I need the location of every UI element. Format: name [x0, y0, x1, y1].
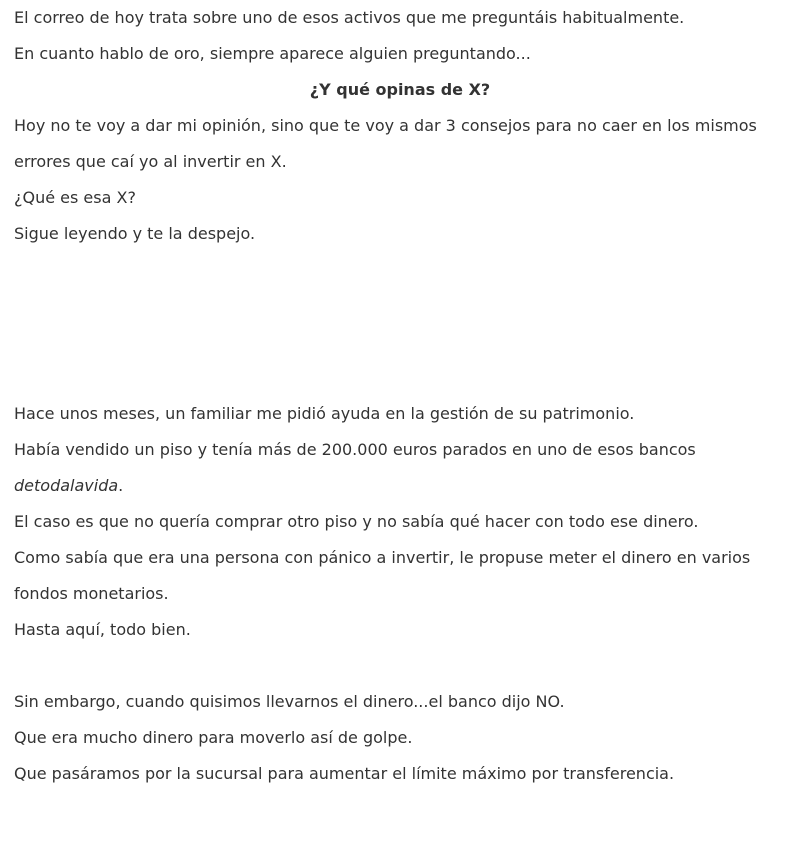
intro-paragraph-2: En cuanto hablo de oro, siempre aparece alguien preguntando...: [14, 44, 531, 63]
story-paragraph-1: Hace unos meses, un familiar me pidió ayuda en la gestión de su patrimonio.: [14, 404, 635, 423]
story-paragraph-2-line-2: [14, 468, 786, 504]
intro-paragraph-4: ¿Qué es esa X?: [14, 188, 136, 207]
intro-paragraph-3-line-2: errores que caí yo al invertir en X.: [14, 152, 287, 171]
period: .: [118, 476, 124, 495]
intro-paragraph-1: El correo de hoy trata sobre uno de esos activos que me preguntáis habitualmente.: [14, 8, 685, 27]
intro-paragraph-3-line-1: Hoy no te voy a dar mi opinión, sino que te voy a dar 3 consejos para no caer en los mismos: [14, 116, 757, 135]
bank-nickname: detodalavida: [14, 476, 119, 495]
story-paragraph-8: Que pasáramos por la sucursal para aumentar el límite máximo por transferencia.: [14, 764, 675, 783]
intro-heading: ¿Y qué opinas de X?: [309, 80, 491, 99]
intro-paragraph-5: Sigue leyendo y te la despejo.: [14, 224, 256, 243]
story-paragraph-6: Sin embargo, cuando quisimos llevarnos el dinero...el banco dijo NO.: [14, 692, 565, 711]
story-paragraph-3: El caso es que no quería comprar otro piso y no sabía qué hacer con todo ese dinero.: [14, 512, 699, 531]
story-paragraph-5: Hasta aquí, todo bien.: [14, 620, 191, 639]
story-paragraph-4-line-2: fondos monetarios.: [14, 584, 169, 603]
story-paragraph-7: Que era mucho dinero para moverlo así de golpe.: [14, 728, 413, 747]
story-paragraph-2-line-1: Había vendido un piso y tenía más de 200.000 euros parados en uno de esos bancos: [14, 440, 696, 459]
blank-line: [14, 648, 786, 684]
story-paragraph-4-line-1: Como sabía que era una persona con pánico a invertir, le propuse meter el dinero en varios: [14, 548, 751, 567]
blank-spacer: [14, 252, 786, 396]
